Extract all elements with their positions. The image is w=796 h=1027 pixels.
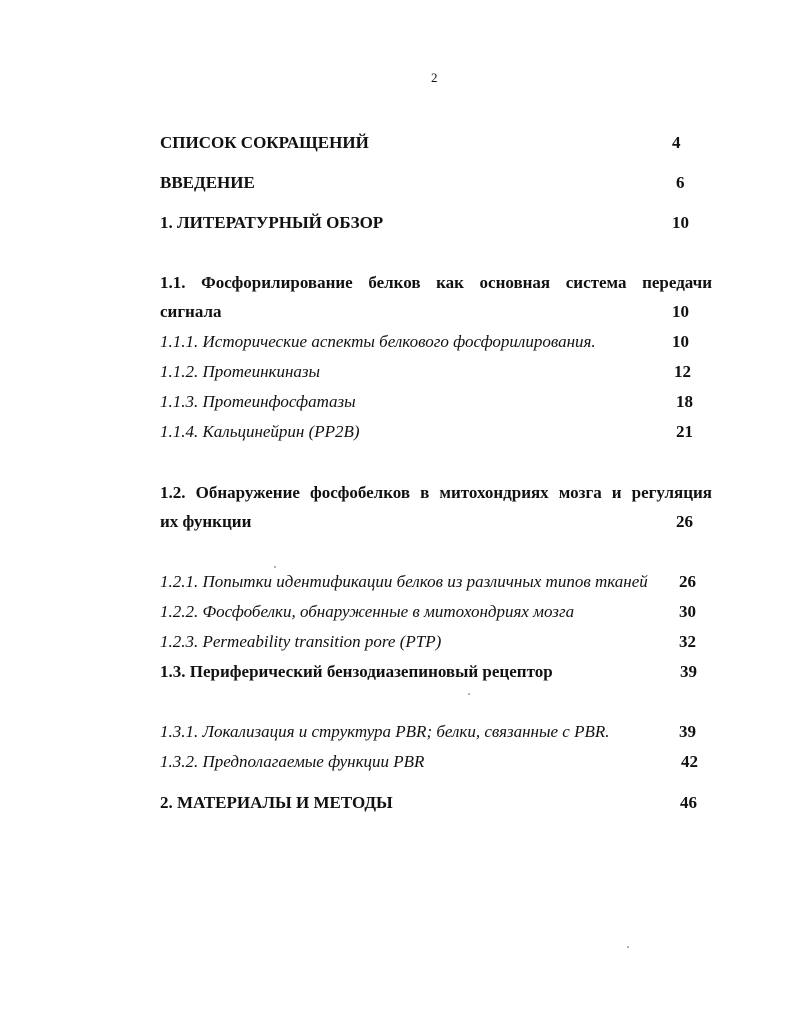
toc-entry-label: ВВЕДЕНИЕ (160, 173, 255, 192)
toc-entry-page: 18 (676, 392, 693, 411)
toc-entry-page: 42 (681, 752, 698, 771)
toc-entry-page: 10 (672, 332, 689, 351)
toc-entry-label: 1.2.2. Фосфобелки, обнаруженные в митохондриях мозга (160, 602, 575, 621)
toc-entry-page: 26 (676, 512, 693, 531)
toc-entry-label: 1.2.1. Попытки идентификации белков из различных типов тканей (160, 572, 648, 591)
toc-entry-label: 1.1.1. Исторические аспекты белкового фосфорилирования. (160, 332, 596, 351)
scan-speck (468, 693, 470, 695)
scan-speck (274, 566, 276, 568)
scan-speck (627, 946, 629, 948)
toc-entry-1-2-line1: 1.2. Обнаружение фосфобелков в митохондриях мозга и регуляция (160, 483, 712, 502)
toc-entry-label: 1.1.3. Протеинфосфатазы (160, 392, 356, 411)
toc-entry-page: 30 (679, 602, 696, 621)
toc-entry-page: 10 (672, 302, 689, 321)
toc-entry-page: 12 (674, 362, 691, 381)
toc-entry-page: 46 (680, 793, 697, 812)
toc-entry-label: 1.3.2. Предполагаемые функции PBR (160, 752, 425, 771)
toc-entry-label: их функции (160, 512, 252, 531)
toc-entry-label: 2. МАТЕРИАЛЫ И МЕТОДЫ (160, 793, 393, 812)
toc-entry-page: 10 (672, 213, 689, 232)
toc-entry-page: 32 (679, 632, 696, 651)
toc-entry-label: 1.2.3. Permeability transition pore (PTP) (160, 632, 442, 651)
toc-entry-label: 1.1.4. Кальцинейрин (PP2B) (160, 422, 360, 441)
page-number: 2 (431, 70, 438, 85)
toc-entry-label: 1.1.2. Протеинкиназы (160, 362, 321, 381)
toc-entry-label: 1.3.1. Локализация и структура PBR; белки, связанные с PBR. (160, 722, 610, 741)
toc-entry-page: 39 (679, 722, 696, 741)
toc-entry-page: 6 (676, 173, 685, 192)
toc-entry-page: 4 (672, 133, 681, 152)
toc-entry-page: 21 (676, 422, 693, 441)
toc-entry-label: сигнала (160, 302, 222, 321)
toc-entry-label: 1. ЛИТЕРАТУРНЫЙ ОБЗОР (160, 213, 384, 232)
toc-entry-1-1-line1: 1.1. Фосфорилирование белков как основная система передачи (160, 273, 712, 292)
toc-entry-label: СПИСОК СОКРАЩЕНИЙ (160, 133, 369, 152)
toc-entry-page: 39 (680, 662, 697, 681)
toc-entry-page: 26 (679, 572, 696, 591)
toc-entry-label: 1.3. Периферический бензодиазепиновый рецептор (160, 662, 553, 681)
